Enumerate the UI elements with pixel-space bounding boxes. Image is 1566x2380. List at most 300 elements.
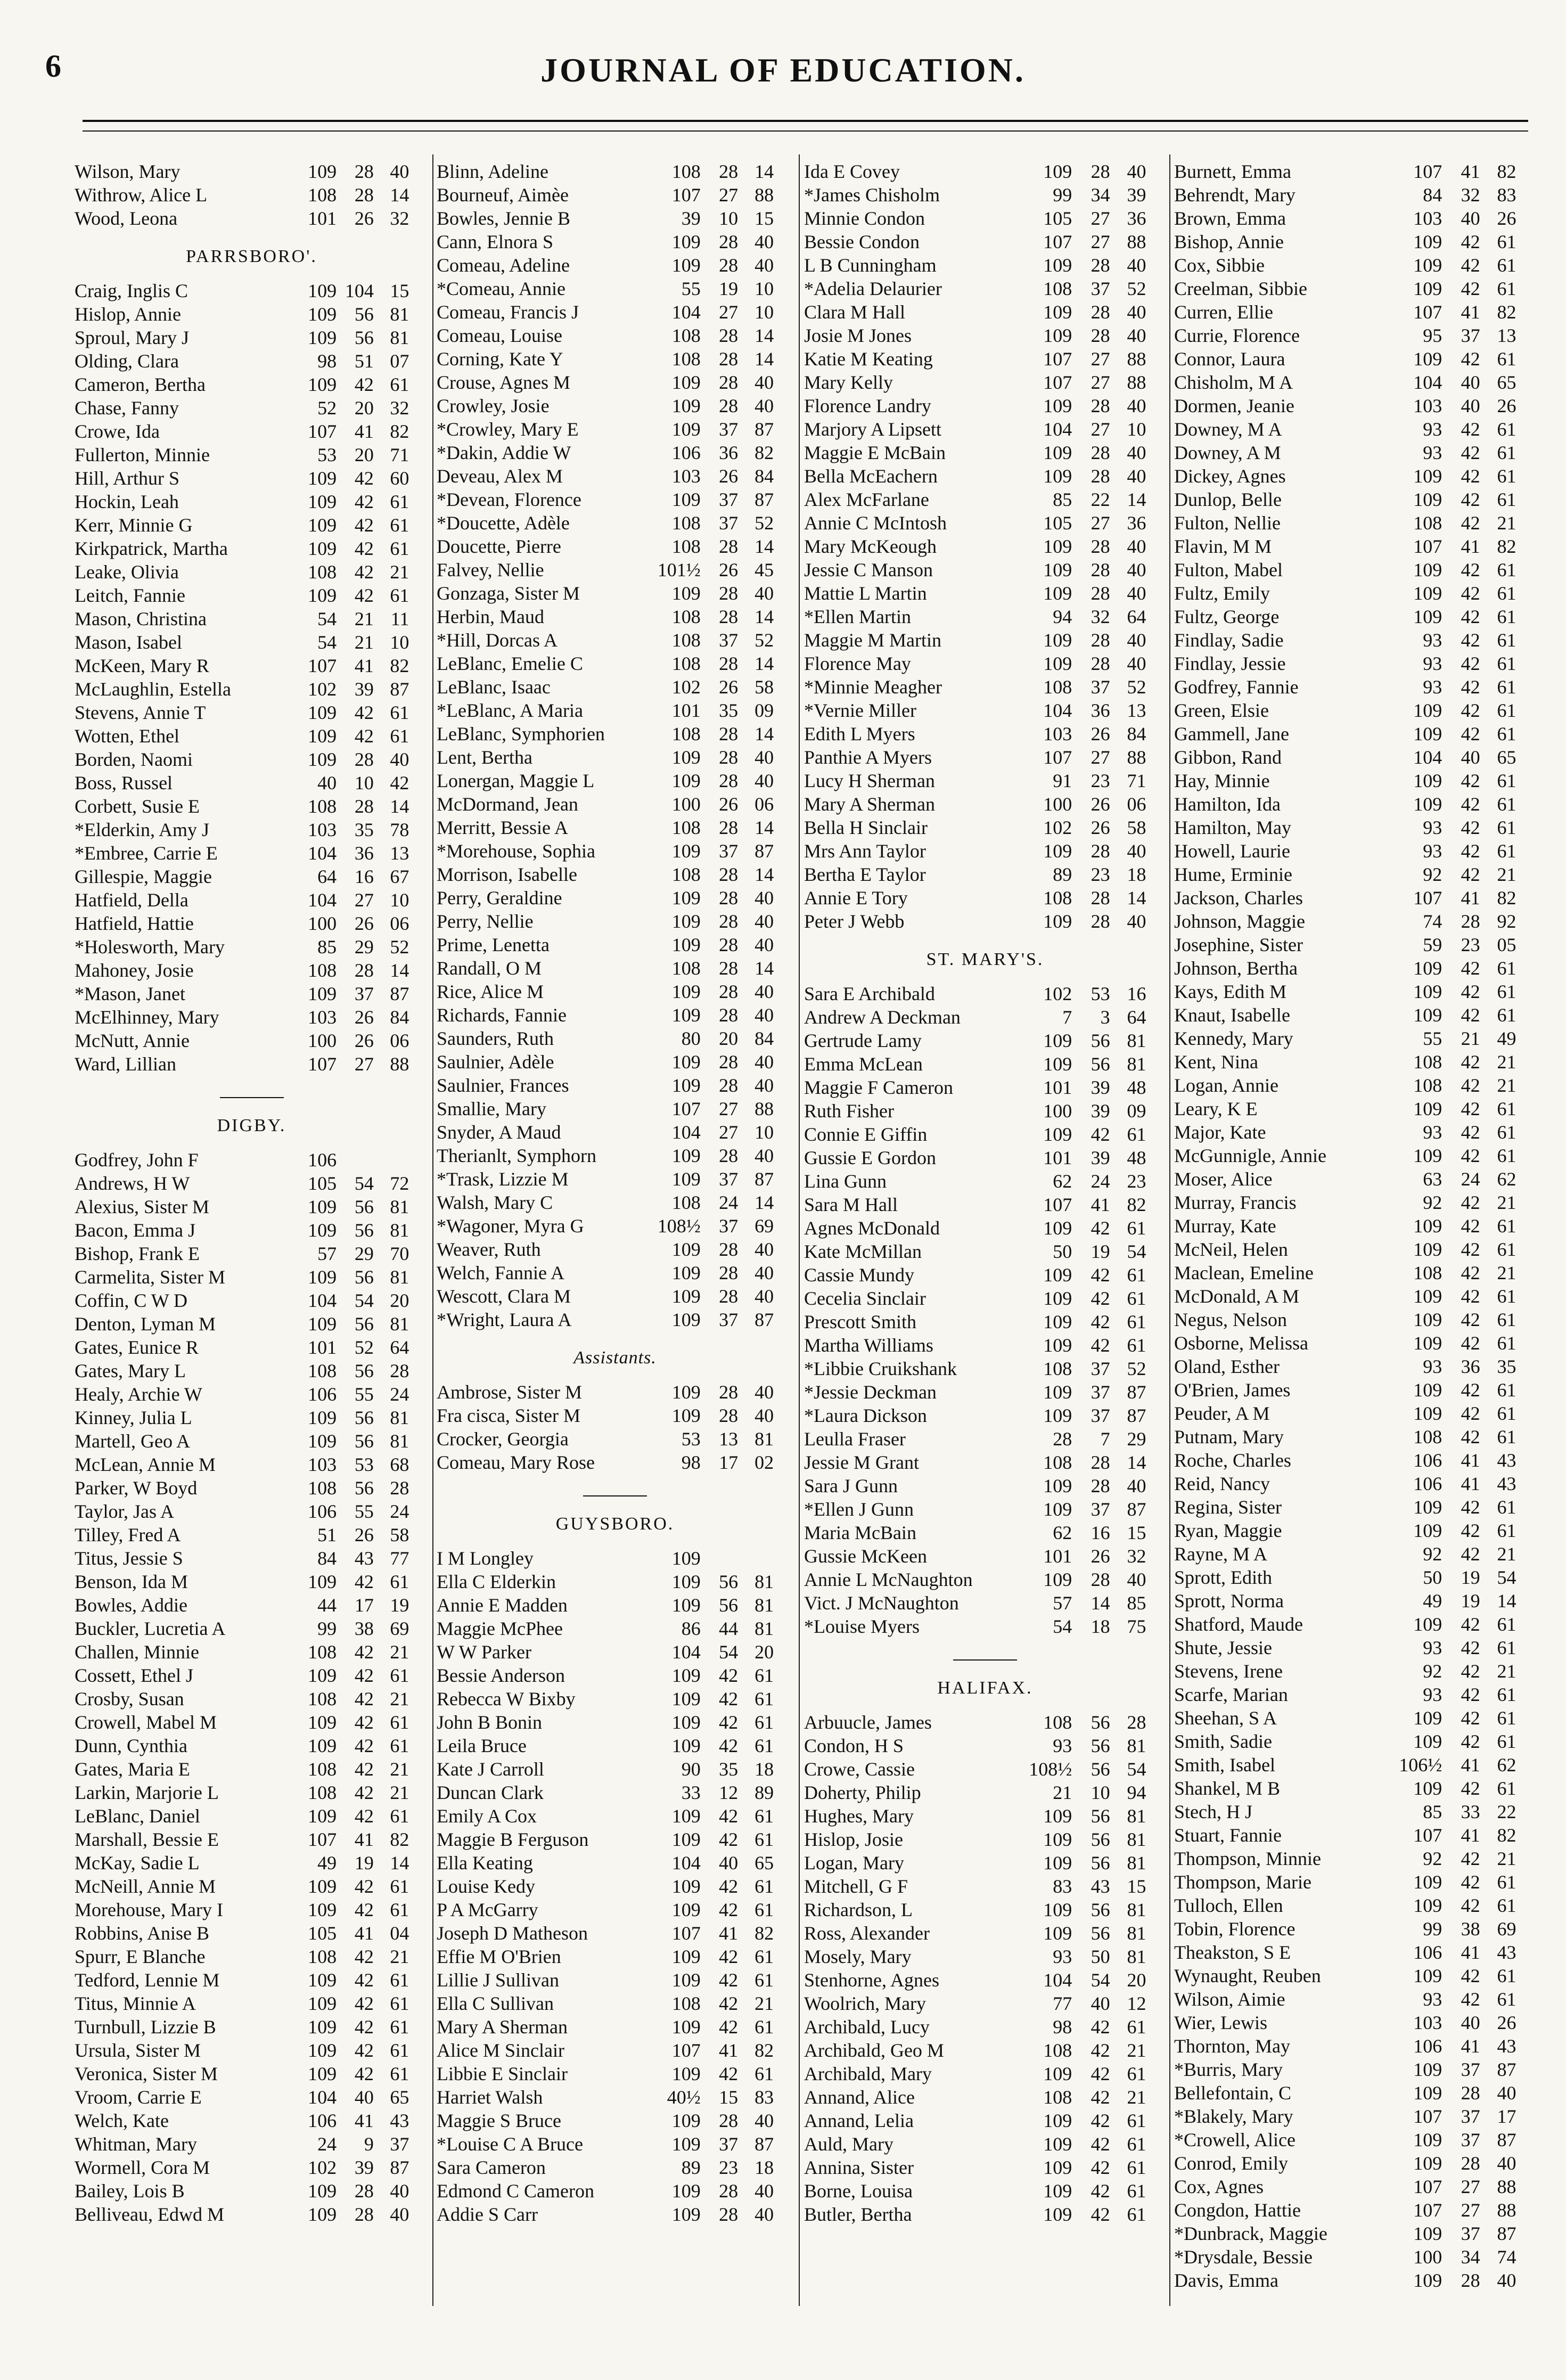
list-item [437,2039,793,2062]
grant-dollars: 42 [354,1782,374,1803]
grant-cents: 13 [1127,700,1146,721]
list-item [75,207,429,230]
grant-cents: 61 [1497,700,1516,721]
days-taught: 108 [308,796,337,817]
days-taught: 109 [1413,981,1442,1002]
grant-cents: 21 [1127,2040,1146,2061]
teacher-name: Bishop, Annie [1174,231,1284,252]
grant-cents: 10 [1127,419,1146,440]
grant-cents: 82 [755,2040,774,2061]
days-taught: 100 [308,913,337,934]
list-item [804,300,1166,324]
grant-cents: 69 [390,1618,409,1639]
list-item [804,1898,1166,1921]
days-taught: 109 [308,374,337,395]
section-heading: ST. MARY'S. [926,950,1044,969]
teacher-name: Bellefontain, C [1174,2082,1291,2104]
grant-dollars: 28 [1091,325,1110,346]
list-item [804,2039,1166,2062]
grant-cents: 48 [1127,1077,1146,1098]
grant-dollars: 28 [1091,395,1110,416]
grant-dollars: 56 [719,1594,739,1616]
teacher-name: Corning, Kate Y [437,348,563,370]
grant-cents: 61 [755,1899,774,1920]
grant-dollars: 32 [1091,606,1110,627]
list-item [75,748,429,771]
grant-dollars: 42 [1461,1614,1480,1635]
days-taught: 107 [671,1098,701,1119]
teacher-name: Maggie M Martin [804,629,941,651]
teacher-name: Davis, Emma [1174,2270,1278,2291]
days-taught: 100 [1043,1100,1072,1122]
grant-dollars: 28 [719,231,739,252]
teacher-name: Coffin, C W D [75,1290,188,1311]
list-item [437,2062,793,2085]
list-item [1174,2175,1536,2198]
grant-cents: 36 [1127,208,1146,229]
grant-dollars: 42 [719,1688,739,1710]
teacher-name: Veronica, Sister M [75,2063,218,2084]
list-item [804,1216,1166,1240]
grant-dollars [706,1547,742,1570]
grant-cents: 28 [390,1360,409,1381]
days-taught: 85 [317,936,337,958]
list-item [75,2132,429,2156]
days-taught: 107 [1043,372,1072,393]
grant-cents: 14 [390,960,409,981]
days-taught: 54 [317,608,337,629]
teacher-name: Gates, Eunice R [75,1337,199,1358]
grant-dollars: 42 [1461,1661,1480,1682]
list-item [437,441,793,464]
teacher-name: Benson, Ida M [75,1571,188,1592]
list-item [804,605,1166,628]
teacher-name: Reid, Nancy [1174,1473,1270,1494]
teacher-name: Comeau, Francis J [437,301,579,323]
days-taught: 54 [317,632,337,653]
teacher-name: Findlay, Sadie [1174,629,1284,651]
grant-dollars: 27 [1461,2176,1480,2197]
grant-dollars: 35 [354,819,374,840]
grant-dollars: 26 [354,1007,374,1028]
column-4 [1174,160,1536,2306]
teacher-name: Cameron, Bertha [75,374,206,395]
teacher-name: Hatfield, Della [75,889,188,911]
list-item [804,746,1166,769]
list-item [75,1383,429,1406]
teacher-name: Kays, Edith M [1174,981,1286,1002]
grant-dollars: 26 [719,676,739,698]
list-item [1174,1355,1536,1378]
list-item [437,956,793,980]
days-taught: 108 [308,1946,337,1967]
grant-dollars: 56 [1091,1735,1110,1756]
grant-dollars: 28 [719,2180,739,2202]
days-taught: 89 [681,2157,701,2178]
days-taught: 93 [1423,629,1442,651]
list-item [804,230,1166,253]
grant-cents: 18 [755,1759,774,1780]
list-item [75,771,429,795]
days-taught: 109 [308,327,337,348]
teacher-name: Stech, H J [1174,1801,1252,1822]
grant-cents: 40 [1127,465,1146,487]
days-taught: 92 [1423,1848,1442,1869]
teacher-name: Mary A Sherman [437,2016,568,2038]
grant-dollars: 7 [1100,1428,1110,1450]
grant-dollars: 42 [1461,1895,1480,1916]
days-taught: 108 [1043,1452,1072,1473]
grant-cents: 61 [1127,2180,1146,2202]
days-taught: 106 [308,2110,337,2131]
teacher-name: Hatfield, Hattie [75,913,194,934]
teacher-name: Tedford, Lennie M [75,1969,220,1991]
grant-cents: 37 [390,2133,409,2155]
list-item [75,631,429,654]
days-taught: 109 [1043,1923,1072,1944]
days-taught: 108 [1043,887,1072,909]
grant-dollars: 39 [1091,1100,1110,1122]
days-taught: 107 [308,655,337,676]
list-item [437,675,793,699]
teacher-name: *Libbie Cruikshank [804,1358,957,1379]
list-item [1174,1121,1536,1144]
teacher-name: Maggie B Ferguson [437,1829,589,1850]
grant-cents: 40 [1127,583,1146,604]
grant-cents: 40 [755,395,774,416]
days-taught: 100 [1043,794,1072,815]
teacher-name: Currie, Florence [1174,325,1300,346]
teacher-name: McGunnigle, Annie [1174,1145,1326,1166]
grant-dollars: 42 [1461,1426,1480,1447]
list-item [1174,1870,1536,1894]
teacher-name: Wilson, Mary [75,161,181,182]
days-taught: 109 [671,1712,701,1733]
grant-cents: 40 [1497,2270,1516,2291]
grant-cents: 40 [1127,1569,1146,1590]
days-taught: 109 [308,304,337,325]
grant-cents: 61 [390,702,409,723]
teacher-name: Howell, Laurie [1174,840,1290,862]
list-item [437,160,793,183]
teacher-name: Vict. J McNaughton [804,1592,959,1614]
list-item [804,1921,1166,1945]
list-item [437,652,793,675]
grant-dollars: 56 [1091,1053,1110,1075]
list-item [1174,418,1536,441]
list-item [1174,1589,1536,1613]
list-item [804,675,1166,699]
list-item [75,584,429,607]
list-item [1174,1144,1536,1167]
teacher-name: Hughes, Mary [804,1805,914,1827]
list-item [804,1828,1166,1851]
grant-dollars: 28 [1091,536,1110,557]
teacher-name: Wescott, Clara M [437,1286,571,1307]
list-item [437,1828,793,1851]
days-taught: 93 [1423,1637,1442,1658]
grant-dollars: 42 [354,1641,374,1663]
days-taught: 109 [308,1899,337,1920]
list-item [1174,464,1536,488]
teacher-name: Comeau, Adeline [437,255,570,276]
grant-dollars: 40 [1461,395,1480,416]
grant-cents: 28 [390,1477,409,1499]
grant-cents: 40 [1127,840,1146,862]
grant-dollars: 42 [1461,1379,1480,1401]
list-item [75,1172,429,1195]
list-item [1174,886,1536,910]
grant-dollars: 41 [719,1923,739,1944]
days-taught: 109 [1043,1829,1072,1850]
days-taught: 109 [308,1313,337,1335]
teacher-name: *Wright, Laura A [437,1309,572,1330]
list-item [1174,1917,1536,1941]
teacher-name: Mattie L Martin [804,583,927,604]
list-item [437,1404,793,1427]
section-separator [583,1495,647,1496]
list-item [804,207,1166,230]
teacher-name: Lent, Bertha [437,747,532,768]
grant-cents: 05 [1497,934,1516,955]
grant-dollars: 26 [354,1030,374,1051]
grant-dollars: 42 [1461,1075,1480,1096]
list-item [437,746,793,769]
list-item [437,2015,793,2039]
teacher-name: Cann, Elnora S [437,231,553,252]
teacher-name: Titus, Jessie S [75,1548,183,1569]
grant-cents: 14 [755,161,774,182]
grant-dollars: 42 [719,2016,739,2038]
days-taught: 108 [308,1641,337,1663]
list-item [437,1687,793,1711]
teacher-name: Andrews, H W [75,1173,190,1194]
days-taught: 109 [1413,2059,1442,2080]
grant-cents: 40 [1127,442,1146,463]
teacher-name: Falvey, Nellie [437,559,544,580]
grant-dollars: 42 [1461,958,1480,979]
grant-cents: 81 [1127,1899,1146,1920]
days-taught: 101 [1043,1077,1072,1098]
days-taught: 109 [1413,1614,1442,1635]
grant-dollars: 28 [719,1075,739,1096]
list-item [1174,652,1536,675]
days-taught: 109 [1413,1098,1442,1119]
teacher-name: Louise Kedy [437,1876,535,1897]
list-item [804,628,1166,652]
grant-cents: 61 [1497,1004,1516,1026]
grant-dollars: 42 [1461,676,1480,698]
grant-cents: 69 [755,1215,774,1237]
list-item [1174,2034,1536,2058]
days-taught: 24 [317,2133,337,2155]
list-item [437,1308,793,1331]
grant-dollars: 34 [1091,184,1110,206]
grant-cents: 61 [390,514,409,536]
teacher-name: Alex McFarlane [804,489,929,510]
grant-cents: 61 [1497,1895,1516,1916]
grant-dollars: 42 [1461,442,1480,463]
teacher-name: Hockin, Leah [75,491,179,512]
grant-dollars: 38 [354,1618,374,1639]
grant-dollars: 42 [1461,770,1480,791]
grant-dollars: 42 [354,374,374,395]
list-item [75,1921,429,1945]
days-taught: 109 [671,231,701,252]
teacher-name: Mosely, Mary [804,1946,912,1967]
days-taught: 109 [1413,465,1442,487]
list-item [75,701,429,724]
grant-cents: 65 [755,1852,774,1874]
grant-dollars: 56 [1091,1852,1110,1874]
list-item [437,582,793,605]
teacher-name: *LeBlanc, A Maria [437,700,583,721]
grant-cents: 61 [1497,1520,1516,1541]
list-item [75,935,429,959]
grant-dollars: 42 [1091,2087,1110,2108]
grant-dollars: 20 [354,444,374,465]
days-taught: 109 [1413,559,1442,580]
teacher-name: Wood, Leona [75,208,178,229]
days-taught: 109 [308,983,337,1004]
teacher-name: Jessie M Grant [804,1452,919,1473]
list-item [75,420,429,443]
days-taught: 107 [1043,1194,1072,1215]
teacher-name: W W Parker [437,1641,531,1663]
days-taught: 109 [308,491,337,512]
grant-cents: 43 [1497,1942,1516,1963]
column-divider [1169,154,1170,2306]
grant-cents: 17 [1497,2106,1516,2127]
days-taught: 109 [1413,1707,1442,1729]
teacher-name: Wynaught, Reuben [1174,1965,1321,1986]
days-taught: 7 [1062,1007,1072,1028]
teacher-name: Richardson, L [804,1899,913,1920]
list-item [437,605,793,628]
days-taught: 109 [308,1430,337,1452]
days-taught: 109 [1413,231,1442,252]
grant-cents: 61 [1497,489,1516,510]
list-item [437,2085,793,2109]
days-taught: 104 [308,2087,337,2108]
grant-dollars: 37 [1461,2106,1480,2127]
grant-cents: 21 [1497,1192,1516,1213]
teacher-name: Lonergan, Maggie L [437,770,595,791]
teacher-name: *Dakin, Addie W [437,442,571,463]
teacher-name: Emma McLean [804,1053,923,1075]
grant-dollars: 27 [1091,512,1110,534]
days-taught: 108 [1043,1712,1072,1733]
teacher-name: Comeau, Louise [437,325,562,346]
teacher-name: *Wagoner, Myra G [437,1215,584,1237]
teacher-name: Josie M Jones [804,325,912,346]
grant-dollars: 28 [1091,840,1110,862]
grant-cents: 61 [1127,1217,1146,1239]
list-item [804,558,1166,582]
grant-cents: 32 [390,397,409,419]
days-taught: 109 [1413,958,1442,979]
grant-dollars: 42 [1461,1286,1480,1307]
teacher-name: Mitchell, G F [804,1876,908,1897]
grant-cents: 54 [1497,1567,1516,1588]
grant-dollars: 42 [719,1899,739,1920]
list-item [1174,1308,1536,1331]
teacher-name: Panthie A Myers [804,747,932,768]
grant-cents: 62 [1497,1754,1516,1776]
list-item [75,1992,429,2015]
list-item [75,1242,429,1265]
grant-dollars: 24 [1091,1171,1110,1192]
teacher-name: Katie M Keating [804,348,933,370]
teacher-name: Clara M Hall [804,301,905,323]
days-taught: 55 [681,278,701,299]
grant-cents: 21 [1497,512,1516,534]
teacher-name: Jackson, Charles [1174,887,1303,909]
grant-dollars: 56 [354,1196,374,1217]
teacher-name: McKeen, Mary R [75,655,209,676]
days-taught: 109 [1413,2129,1442,2150]
grant-cents: 87 [755,1168,774,1190]
grant-cents: 21 [390,1688,409,1710]
days-taught: 105 [308,1923,337,1944]
grant-cents: 14 [755,1192,774,1213]
grant-dollars: 21 [354,608,374,629]
grant-dollars: 37 [719,1215,739,1237]
list-item [1174,1823,1536,1847]
grant-dollars: 42 [1091,2063,1110,2084]
grant-dollars: 42 [354,1969,374,1991]
grant-dollars: 42 [1461,1520,1480,1541]
grant-dollars: 32 [1461,184,1480,206]
list-item [804,1146,1166,1169]
list-item [75,2039,429,2062]
grant-dollars: 42 [1461,419,1480,440]
teacher-name: Richards, Fannie [437,1004,567,1026]
list-item [437,1804,793,1828]
list-item [1174,1074,1536,1097]
days-taught: 84 [317,1548,337,1569]
grant-dollars: 42 [1461,723,1480,745]
grant-dollars: 42 [1091,2040,1110,2061]
page-title: JOURNAL OF EDUCATION. [540,51,1026,89]
grant-dollars: 28 [719,372,739,393]
grant-dollars: 42 [1461,1403,1480,1424]
grant-dollars: 28 [719,536,739,557]
days-taught: 28 [1053,1428,1072,1450]
grant-dollars: 42 [1461,1989,1480,2010]
grant-cents: 15 [1127,1522,1146,1543]
grant-dollars: 42 [1461,606,1480,627]
grant-dollars: 42 [1461,1004,1480,1026]
days-taught: 109 [308,280,337,301]
list-item [804,160,1166,183]
list-item [1174,769,1536,792]
list-item [75,1734,429,1757]
grant-dollars: 41 [1461,1942,1480,1963]
grant-dollars: 28 [1091,1475,1110,1496]
grant-dollars: 33 [1461,1801,1480,1822]
list-item [804,1240,1166,1263]
grant-dollars: 56 [1091,1759,1110,1780]
days-taught: 109 [671,1969,701,1991]
days-taught: 50 [1053,1241,1072,1262]
list-item [437,1617,793,1640]
grant-dollars: 42 [354,468,374,489]
grant-dollars: 42 [719,1969,739,1991]
list-item [75,1617,429,1640]
list-item [1174,183,1536,207]
grant-dollars: 50 [1091,1946,1110,1967]
